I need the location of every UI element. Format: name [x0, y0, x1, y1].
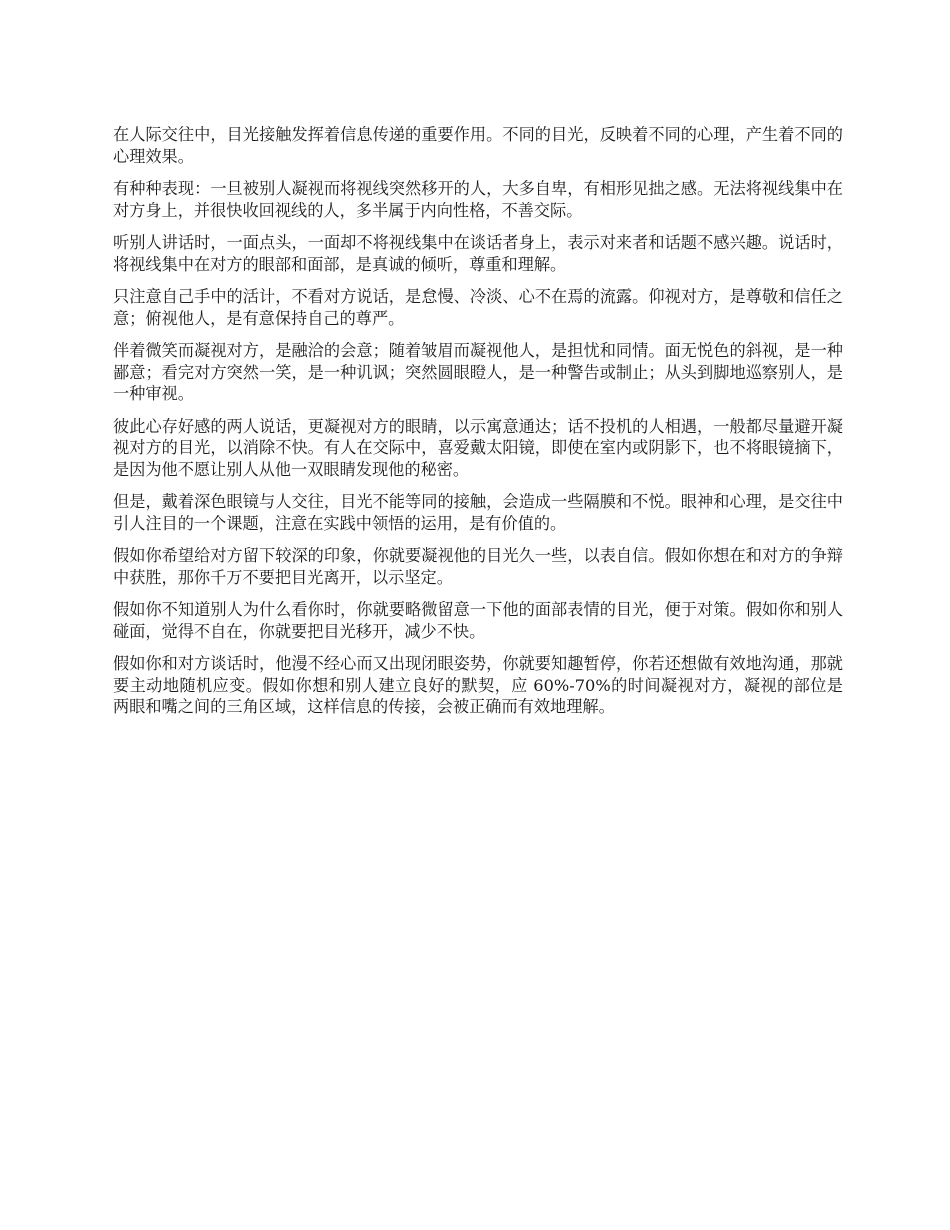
paragraph-5: 伴着微笑而凝视对方，是融洽的会意；随着皱眉而凝视他人，是担忧和同情。面无悦色的斜视，是一种鄙意；看完对方突然一笑，是一种讥讽；突然圆眼瞪人，是一种警告或制止；从头到脚地巡察别人，是一种审视。 [113, 341, 843, 403]
paragraph-1: 在人际交往中，目光接触发挥着信息传递的重要作用。不同的目光，反映着不同的心理，产生着不同的心理效果。 [113, 125, 843, 166]
paragraph-7: 但是，戴着深色眼镜与人交往，目光不能等同的接触，会造成一些隔膜和不悦。眼神和心理，是交往中引人注目的一个课题，注意在实践中领悟的运用，是有价值的。 [113, 492, 843, 533]
document-body [113, 124, 843, 729]
paragraph-2: 有种种表现：一旦被别人凝视而将视线突然移开的人，大多自卑，有相形见拙之感。无法将视线集中在对方身上，并很快收回视线的人，多半属于内向性格，不善交际。 [113, 179, 843, 220]
paragraph-8: 假如你希望给对方留下较深的印象，你就要凝视他的目光久一些，以表自信。假如你想在和对方的争辩中获胜，那你千万不要把目光离开，以示坚定。 [113, 546, 843, 587]
paragraph-10: 假如你和对方谈话时，他漫不经心而又出现闭眼姿势，你就要知趣暂停，你若还想做有效地沟通，那就要主动地随机应变。假如你想和别人建立良好的默契，应 60%-70%的时间凝视对方，凝视的部位是两眼和嘴之间的三角区域，这样信息的传接，会被正确而有效地理解。 [113, 654, 843, 716]
paragraph-9: 假如你不知道别人为什么看你时，你就要略微留意一下他的面部表情的目光，便于对策。假如你和别人碰面，觉得不自在，你就要把目光移开，减少不快。 [113, 600, 843, 641]
paragraph-4: 只注意自己手中的活计，不看对方说话，是怠慢、冷淡、心不在焉的流露。仰视对方，是尊敬和信任之意；俯视他人，是有意保持自己的尊严。 [113, 287, 843, 328]
paragraph-3: 听别人讲话时，一面点头，一面却不将视线集中在谈话者身上，表示对来者和话题不感兴趣。说话时，将视线集中在对方的眼部和面部，是真诚的倾听，尊重和理解。 [113, 233, 843, 274]
paragraph-6: 彼此心存好感的两人说话，更凝视对方的眼睛，以示寓意通达；话不投机的人相遇，一般都尽量避开凝视对方的目光，以消除不快。有人在交际中，喜爱戴太阳镜，即使在室内或阴影下，也不将眼镜摘下，是因为他不愿让别人从他一双眼睛发现他的秘密。 [113, 416, 843, 479]
